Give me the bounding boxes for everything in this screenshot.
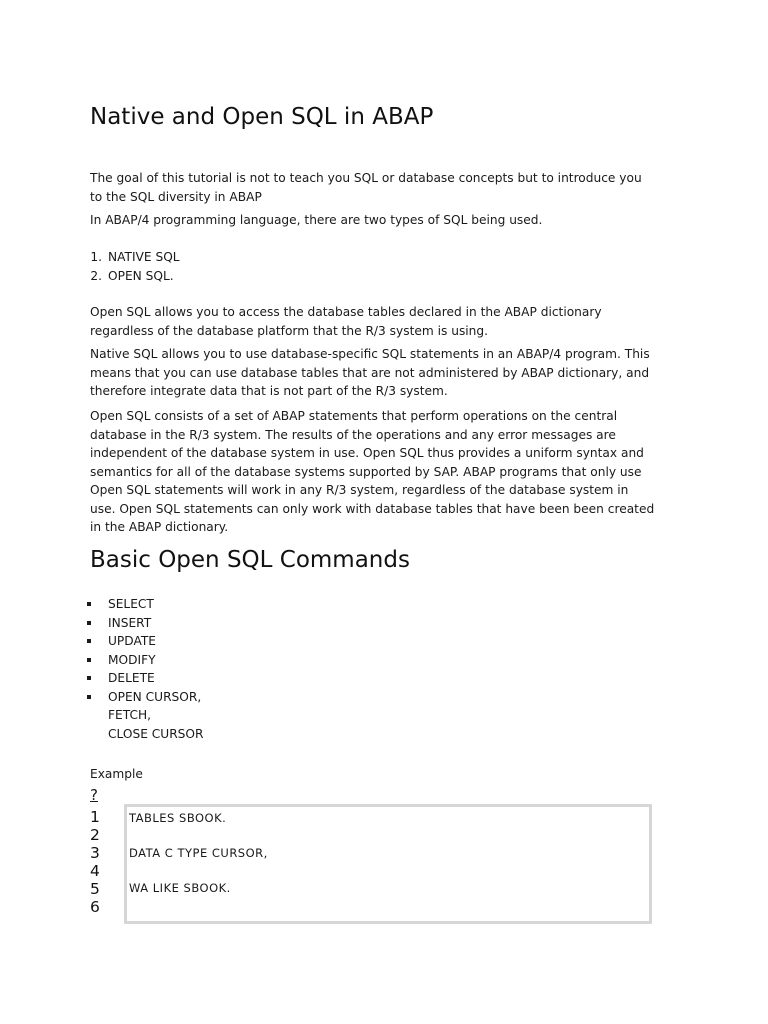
paragraph-line: regardless of the database platform that the R/3 system is using. <box>90 323 489 338</box>
list-item-label: OPEN SQL. <box>108 269 174 283</box>
list-item <box>90 248 680 267</box>
paragraph-line: Native SQL allows you to use database-specific SQL statements in an ABAP/4 program. This <box>90 347 650 361</box>
bullet-icon <box>87 639 91 643</box>
command-label: CLOSE CURSOR <box>108 726 204 741</box>
code-help-link[interactable]: ? <box>90 786 98 804</box>
bullet-icon <box>87 676 91 680</box>
paragraph-line: database in the R/3 system. The results of the operations and any error messages are <box>90 427 616 442</box>
paragraph-line: use. Open SQL statements can only work with database tables that have been been created <box>90 501 655 516</box>
line-number: 5 <box>90 880 100 898</box>
types-intro-paragraph <box>90 211 680 230</box>
list-item <box>90 688 680 744</box>
page-title: Native and Open SQL in ABAP <box>90 104 434 130</box>
list-item <box>90 595 680 614</box>
list-item <box>90 267 680 286</box>
bullet-icon <box>87 695 91 699</box>
code-line: TABLES SBOOK. <box>129 811 227 825</box>
paragraph-line: in the ABAP dictionary. <box>90 520 229 534</box>
list-item <box>90 651 680 670</box>
line-number: 3 <box>90 844 100 862</box>
bullet-icon <box>87 658 91 662</box>
command-label: UPDATE <box>108 634 156 648</box>
line-number: 6 <box>90 898 100 916</box>
paragraph-line: Open SQL statements will work in any R/3 system, regardless of the database system in <box>90 483 629 497</box>
paragraph-line: means that you can use database tables that are not administered by ABAP dictionary, and <box>90 365 650 380</box>
line-number: 2 <box>90 826 100 844</box>
paragraph-line: semantics for all of the database systems supported by SAP. ABAP programs that only use <box>90 464 642 479</box>
command-label: MODIFY <box>108 652 156 667</box>
line-number: 1 <box>90 808 100 826</box>
command-label: OPEN CURSOR, <box>108 689 202 704</box>
list-item <box>90 632 680 651</box>
paragraph-line: independent of the database system in use. Open SQL thus provides a uniform syntax and <box>90 446 644 460</box>
sql-types-list <box>90 248 680 286</box>
command-label: FETCH, <box>108 708 151 722</box>
command-label: INSERT <box>108 615 152 630</box>
list-number: 2. <box>90 269 102 283</box>
command-label: SELECT <box>108 597 154 611</box>
paragraph-line: Open SQL consists of a set of ABAP statements that perform operations on the central <box>90 409 618 423</box>
section-title: Basic Open SQL Commands <box>90 547 410 573</box>
list-number: 1. <box>90 250 102 264</box>
code-block[interactable] <box>124 804 652 924</box>
code-line: WA LIKE SBOOK. <box>129 881 231 895</box>
bullet-icon <box>87 602 91 606</box>
open-sql-details-paragraph <box>90 407 680 537</box>
code-line: DATA C TYPE CURSOR, <box>129 846 268 860</box>
native-sql-paragraph <box>90 345 680 401</box>
paragraph-line: Open SQL allows you to access the database tables declared in the ABAP dictionary <box>90 305 602 319</box>
commands-list <box>90 595 680 743</box>
intro-line-2: to the SQL diversity in ABAP <box>90 189 262 204</box>
intro-line-1: The goal of this tutorial is not to teach you SQL or database concepts but to introduce you <box>90 171 642 185</box>
paragraph-line: therefore integrate data that is not part of the R/3 system. <box>90 384 448 398</box>
types-intro-text: In ABAP/4 programming language, there are two types of SQL being used. <box>90 213 543 227</box>
bullet-icon <box>87 621 91 625</box>
line-numbers <box>90 808 100 916</box>
list-item <box>90 614 680 633</box>
open-sql-paragraph <box>90 303 680 340</box>
line-number: 4 <box>90 862 100 880</box>
example-section <box>90 763 680 782</box>
command-label: DELETE <box>108 671 155 685</box>
list-item <box>90 669 680 688</box>
example-label: Example <box>90 767 143 781</box>
list-item-label: NATIVE SQL <box>108 250 180 264</box>
intro-paragraph <box>90 169 680 206</box>
